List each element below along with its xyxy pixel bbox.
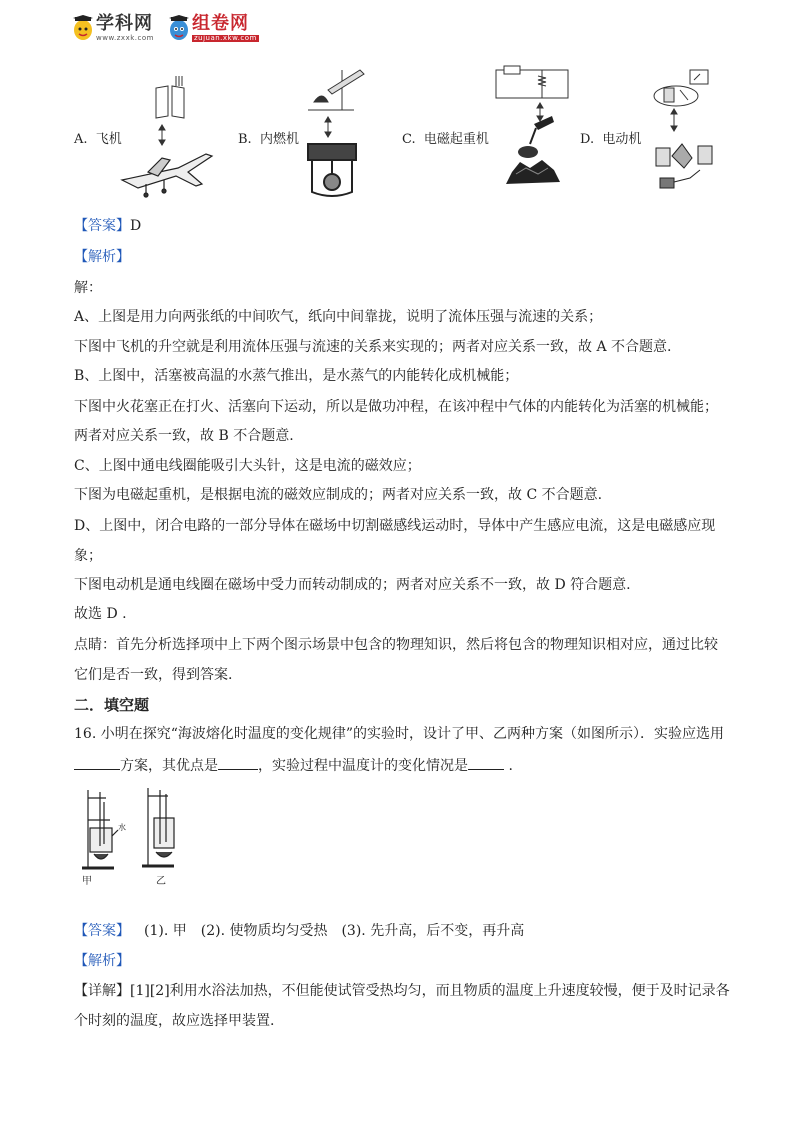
option-d-label: D. 电动机 [580,132,642,147]
option-a-figure [118,72,218,202]
q15-line-8: D、上图中，闭合电路的一部分导体在磁场中切割磁感线运动时，导体中产生感应电流，这是电磁感应现 [74,518,716,534]
fig-label-jia: 甲 [82,876,92,887]
q16-blank-2 [218,755,258,770]
q16-answer-1: (1). 甲 [144,923,187,939]
answer-tag: 【答案】 [74,218,130,234]
analysis-tag: 【解析】 [74,953,130,969]
option-c-label: C. 电磁起重机 [402,132,489,147]
q15-answer: D [130,218,142,234]
airplane-icon [122,154,212,197]
q15-line-1: A、上图是用力向两张纸的中间吹气，纸向中间靠拢，说明了流体压强与流速的关系； [74,309,603,325]
mascot2-icon [168,15,190,41]
q16-answer-line [74,921,524,941]
double-arrow-icon [671,109,677,131]
q16-answer-2: (2). 使物质均匀受热 [200,923,328,939]
detail-tag: 【详解】 [74,983,130,999]
q15-line-5: 两者对应关系一致，故 B 不合题意. [74,428,294,444]
q15-line-10: 下图电动机是通电线圈在磁场中受力而转动制成的；两者对应关系不一致，故 D 符合题意. [74,577,631,593]
q15-line-12: 点睛：首先分析选择项中上下两个图示场景中包含的物理知识，然后将包含的物理知识相对应，通过比较 [74,637,718,653]
test-tube-heating-icon [308,70,364,110]
q15-line-2: 下图中飞机的升空就是利用流体压强与流速的关系来实现的；两者对应关系一致，故 A 不合题意. [74,339,672,355]
q15-answer-line [74,216,141,236]
option-b-label: B. 内燃机 [238,132,299,147]
q16-figure [74,784,194,894]
q15-line-6: C、上图中通电线圈能吸引大头针，这是电流的磁效应； [74,458,421,474]
double-arrow-icon [325,117,331,137]
q15-analysis-tag-line [74,247,130,267]
q15-line-13: 它们是否一致，得到答案. [74,667,233,683]
logo-zujuan [168,12,259,42]
motor-icon [656,144,712,188]
q15-line-11: 故选 D . [74,606,127,622]
crane-scrap-icon [506,116,560,184]
apparatus-yi [142,788,174,866]
q16-blank-1 [74,755,120,770]
apparatus-jia [82,790,118,868]
logo2-url: zujuan.xkw.com [193,33,257,42]
option-d-figure [650,66,722,200]
fig-label-yi: 乙 [156,876,166,887]
double-arrow-icon [537,103,543,121]
answer-tag: 【答案】 [74,923,130,939]
option-c-figure [490,62,580,202]
q16-answer-3: (3). 先升高，后不变，再升高 [341,923,525,939]
logo-zxxk [72,12,154,42]
option-a-label: A. 飞机 [74,132,122,147]
logo1-name: 学科网 [96,12,153,34]
engine-cylinder-icon [308,144,356,196]
q15-line-4: 下图中火花塞正在打火、活塞向下运动，所以是做功冲程，在该冲程中气体的内能转化为活塞的机械能； [74,399,718,415]
section-title: 二．填空题 [74,696,150,714]
q15-line-3: B、上图中，活塞被高温的水蒸气推出，是水蒸气的内能转化成机械能； [74,368,519,384]
q16-blank-3 [468,755,504,770]
circuit-coil-icon [496,66,568,98]
q16-question-line2: 方案，其优点是 ，实验过程中温度计的变化情况是 . [74,755,513,776]
double-arrow-icon [159,125,165,145]
water-label: 水 [118,823,126,832]
analysis-tag: 【解析】 [74,249,130,265]
header-logos [72,8,273,48]
q15-line-7: 下图为电磁起重机，是根据电流的磁效应制成的；两者对应关系一致，故 C 不合题意. [74,487,603,503]
option-b-figure [298,60,378,200]
logo1-url: www.zxxk.com [96,33,154,42]
logo2-name: 组卷网 [191,12,249,34]
q15-line-0: 解： [74,280,102,296]
q16-analysis-tag-line [74,951,130,971]
paper-sheets-icon [156,76,184,118]
mascot-icon [72,15,94,41]
q16-question-line1: 16. 小明在探究“海波熔化时温度的变化规律”的实验时，设计了甲、乙两种方案（如图所示）．实验应选用 [74,726,725,742]
q15-line-9: 象； [74,548,102,564]
induction-setup-icon [654,70,708,106]
q16-detail-line2: 个时刻的温度，故应选择甲装置. [74,1013,275,1029]
q16-detail-line1: 【详解】[1][2]利用水浴法加热，不但能使试管受热均匀，而且物质的温度上升速度较慢，便于及时记录各 [74,983,730,999]
